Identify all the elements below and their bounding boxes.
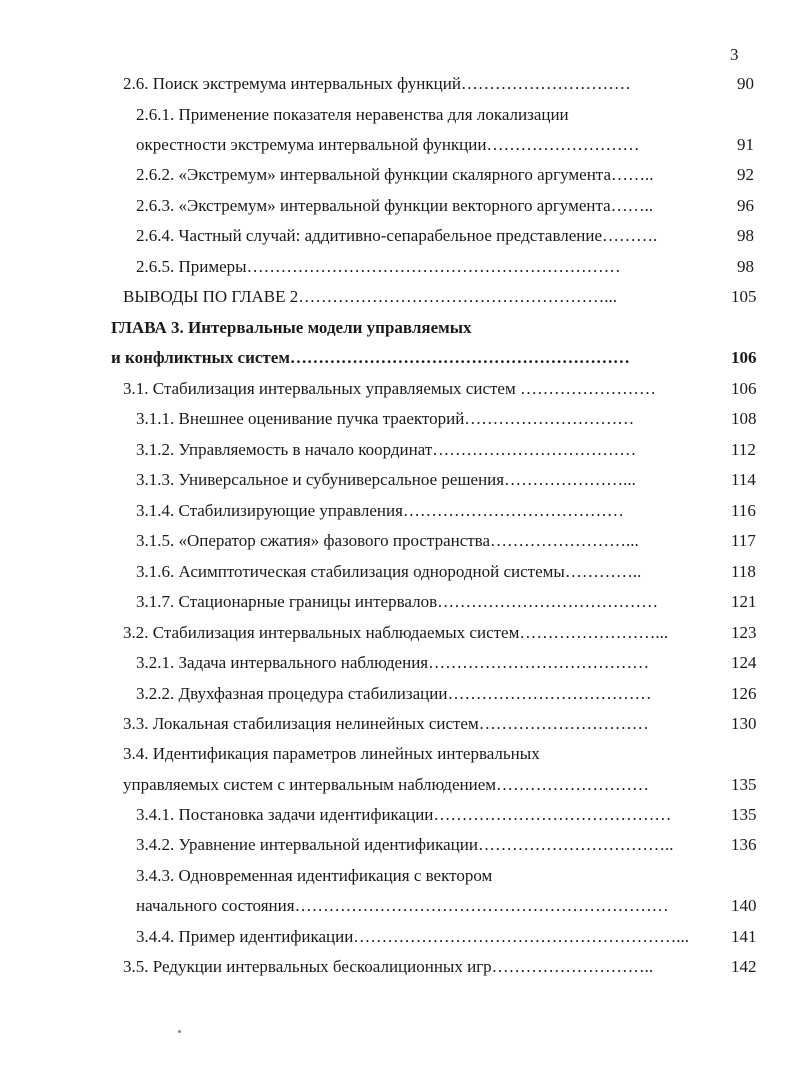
toc-entry-2-6-5 [136, 254, 763, 280]
toc-entry-page: 124 [731, 653, 757, 672]
toc-entry-label: 3.1.6. Асимптотическая стабилизация однородной системы………….. [136, 562, 642, 581]
toc-entry-page: 126 [731, 684, 757, 703]
toc-entry-page: 98 [737, 226, 754, 245]
toc-entry-page: 90 [737, 74, 754, 93]
toc-entry-conclusions-ch2 [123, 284, 763, 310]
toc-entry-label: 2.6.3. «Экстремум» интервальной функции векторного аргумента…….. [136, 196, 654, 215]
toc-entry-label: 3.1.3. Универсальное и субуниверсальное решения…………………... [136, 470, 636, 489]
toc-entry-label: 2.6.1. Применение показателя неравенства для локализации [136, 105, 569, 124]
toc-entry-label: 3.1. Стабилизация интервальных управляемых систем …………………… [123, 379, 656, 398]
toc-entry-page: 116 [731, 501, 756, 520]
toc-entry-label: 3.5. Редукции интервальных бескоалиционных игр……………………….. [123, 957, 654, 976]
toc-entry-page: 105 [731, 287, 757, 306]
toc-entry-3-3 [123, 711, 763, 737]
toc-entry-label: 3.4.4. Пример идентификации…………………………………………………... [136, 927, 690, 946]
toc-entry-3-1-7 [136, 589, 763, 615]
toc-entry-page: 135 [731, 775, 757, 794]
toc-entry-3-5 [123, 954, 763, 980]
toc-entry-3-1-2 [136, 437, 763, 463]
toc-chapter-3-heading [111, 315, 763, 341]
toc-entry-3-1 [123, 376, 763, 402]
toc-entry-3-1-4 [136, 498, 763, 524]
toc-entry-page: 106 [731, 348, 757, 367]
toc-entry-3-2-2 [136, 681, 763, 707]
toc-entry-3-4-3 [136, 863, 763, 889]
toc-entry-label: 3.1.1. Внешнее оценивание пучка траекторий………………………… [136, 409, 635, 428]
toc-entry-page: 117 [731, 531, 756, 550]
toc-entry-3-4-3-cont [136, 893, 763, 919]
toc-entry-page: 106 [731, 379, 757, 398]
toc-entry-label: окрестности экстремума интервальной функции……………………… [136, 135, 640, 154]
toc-entry-label: управляемых систем с интервальным наблюдением……………………… [123, 775, 650, 794]
toc-entry-page: 135 [731, 805, 757, 824]
toc-entry-label: и конфликтных систем…………………………………………………… [111, 348, 630, 367]
toc-entry-label: 3.4.3. Одновременная идентификация с вектором [136, 866, 493, 885]
toc-chapter-3-heading-cont [111, 345, 763, 371]
toc-entry-3-1-1 [136, 406, 763, 432]
toc-entry-2-6-3 [136, 193, 763, 219]
toc-entry-page: 114 [731, 470, 756, 489]
toc-entry-2-6-4 [136, 223, 763, 249]
toc-entry-label: 2.6. Поиск экстремума интервальных функций………………………… [123, 74, 631, 93]
toc-entry-page: 130 [731, 714, 757, 733]
toc-entry-label: 3.1.4. Стабилизирующие управления………………………………… [136, 501, 624, 520]
toc-entry-label: 2.6.5. Примеры………………………………………………………… [136, 257, 621, 276]
toc-entry-page: 141 [731, 927, 757, 946]
toc-entry-label: 2.6.2. «Экстремум» интервальной функции скалярного аргумента…….. [136, 165, 654, 184]
toc-entry-page: 92 [737, 165, 754, 184]
toc-entry-page: 98 [737, 257, 754, 276]
toc-entry-label: ВЫВОДЫ ПО ГЛАВЕ 2………………………………………………... [123, 287, 617, 306]
toc-entry-page: 96 [737, 196, 754, 215]
toc-entry-page: 140 [731, 896, 757, 915]
page-number: 3 [730, 45, 739, 64]
toc-entry-3-2 [123, 620, 763, 646]
toc-entry-label: 3.2.2. Двухфазная процедура стабилизации……………………………… [136, 684, 652, 703]
toc-entry-label: начального состояния………………………………………………………… [136, 896, 669, 915]
toc-entry-2-6 [123, 71, 763, 97]
toc-entry-3-1-5 [136, 528, 763, 554]
toc-entry-3-1-3 [136, 467, 763, 493]
scan-speck [178, 1030, 181, 1033]
toc-entry-page: 142 [731, 957, 757, 976]
toc-entry-3-4 [123, 741, 763, 767]
toc-entry-page: 121 [731, 592, 757, 611]
toc-entry-label: 3.4.2. Уравнение интервальной идентификации…………………………….. [136, 835, 674, 854]
toc-entry-3-1-6 [136, 559, 763, 585]
toc-entry-label: 3.2.1. Задача интервального наблюдения………………………………… [136, 653, 650, 672]
toc-entry-label: 3.1.2. Управляемость в начало координат……………………………… [136, 440, 637, 459]
toc-entry-label: 3.4. Идентификация параметров линейных интервальных [123, 744, 540, 763]
toc-entry-page: 118 [731, 562, 756, 581]
toc-entry-3-4-4 [136, 924, 763, 950]
toc-entry-label: 2.6.4. Частный случай: аддитивно-сепарабельное представление………. [136, 226, 658, 245]
toc-entry-label: 3.1.7. Стационарные границы интервалов………………………………… [136, 592, 659, 611]
toc-entry-3-4-1 [136, 802, 763, 828]
toc-entry-label: 3.1.5. «Оператор сжатия» фазового пространства……………………... [136, 531, 639, 550]
toc-entry-label: 3.4.1. Постановка задачи идентификации…………………………………… [136, 805, 672, 824]
toc-entry-label: ГЛАВА 3. Интервальные модели управляемых [111, 318, 472, 337]
toc-entry-2-6-2 [136, 162, 763, 188]
toc-entry-page: 136 [731, 835, 757, 854]
toc-entry-label: 3.3. Локальная стабилизация нелинейных систем………………………… [123, 714, 649, 733]
toc-entry-page: 123 [731, 623, 757, 642]
toc-entry-2-6-1 [136, 102, 763, 128]
toc-entry-page: 91 [737, 135, 754, 154]
toc-entry-3-4-cont [123, 772, 763, 798]
toc-entry-page: 112 [731, 440, 756, 459]
toc-entry-2-6-1-cont [136, 132, 763, 158]
toc-entry-3-2-1 [136, 650, 763, 676]
toc-entry-page: 108 [731, 409, 757, 428]
toc-entry-3-4-2 [136, 832, 763, 858]
toc-entry-label: 3.2. Стабилизация интервальных наблюдаемых систем……………………... [123, 623, 669, 642]
